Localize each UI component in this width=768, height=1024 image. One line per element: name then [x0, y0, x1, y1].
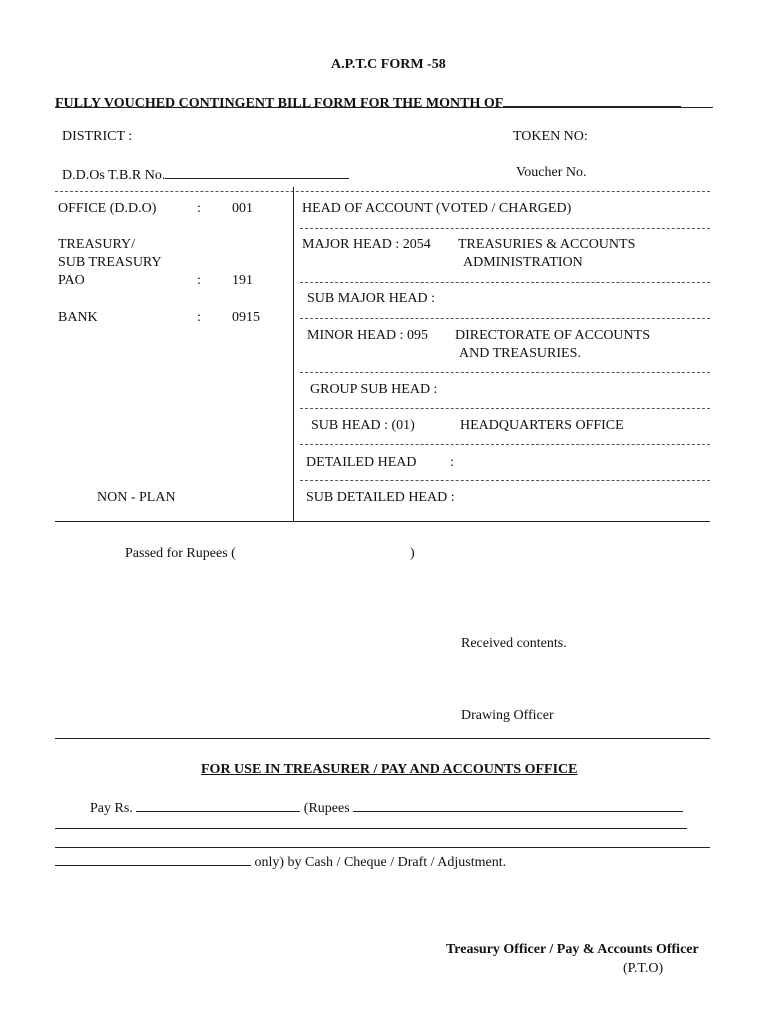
received-contents: Received contents. [461, 636, 567, 651]
pao-label: PAO [58, 273, 85, 288]
sub-head-value: HEADQUARTERS OFFICE [460, 418, 624, 433]
detailed-head: DETAILED HEAD [306, 455, 417, 470]
sub-detailed-head: SUB DETAILED HEAD : [306, 490, 455, 505]
form-title-text: FULLY VOUCHED CONTINGENT BILL FORM FOR THE MONTH OF [55, 96, 504, 111]
minor-head-line2: AND TREASURIES. [459, 346, 581, 361]
group-sub-head: GROUP SUB HEAD : [310, 382, 438, 397]
title-rule [55, 107, 713, 108]
form-title [55, 92, 681, 113]
column-divider [293, 187, 294, 522]
row-rule [300, 228, 710, 229]
head-of-account: HEAD OF ACCOUNT (VOTED / CHARGED) [302, 201, 572, 216]
detailed-head-colon: : [450, 455, 454, 470]
bank-label: BANK [58, 310, 98, 325]
tbr-field[interactable] [165, 164, 349, 179]
sub-treasury-label: SUB TREASURY [58, 255, 162, 270]
month-field[interactable] [503, 92, 681, 107]
major-head-label: MAJOR HEAD : 2054 [302, 237, 431, 252]
bank-colon: : [197, 310, 201, 325]
signatory-label: Treasury Officer / Pay & Accounts Officer [446, 942, 699, 957]
only-by-text: only) by Cash / Cheque / Draft / Adjustment. [254, 855, 507, 870]
row-rule [300, 282, 710, 283]
minor-head-label: MINOR HEAD : 095 [307, 328, 428, 343]
pto-label: (P.T.O) [623, 961, 664, 976]
tbr-row [62, 164, 349, 185]
drawing-officer: Drawing Officer [461, 708, 554, 723]
pao-value: 191 [232, 273, 253, 288]
office-label: OFFICE (D.D.O) [58, 201, 157, 216]
rupees-words-field[interactable] [55, 851, 251, 866]
section-rule [55, 738, 710, 739]
row-rule [300, 318, 710, 319]
bank-value: 0915 [232, 310, 260, 325]
box-top-rule [55, 191, 710, 192]
row-rule [300, 372, 710, 373]
passed-close-paren: ) [410, 546, 415, 561]
token-label: TOKEN NO: [513, 129, 588, 144]
passed-for-rupees-label: Passed for Rupees ( [125, 546, 236, 561]
row-rule [300, 444, 710, 445]
rupees-label: (Rupees [303, 801, 350, 816]
minor-head-line1: DIRECTORATE OF ACCOUNTS [455, 328, 650, 343]
only-by-row [55, 851, 506, 872]
sub-head-label: SUB HEAD : (01) [311, 418, 415, 433]
office-value: 001 [232, 201, 253, 216]
rupees-words-field[interactable] [353, 797, 683, 812]
treasury-label: TREASURY/ [58, 237, 136, 252]
major-head-line2: ADMINISTRATION [463, 255, 583, 270]
pay-row [90, 797, 683, 818]
plan-label: NON - PLAN [97, 490, 176, 505]
sub-major-head: SUB MAJOR HEAD : [307, 291, 435, 306]
pay-label: Pay Rs. [90, 801, 133, 816]
office-colon: : [197, 201, 201, 216]
row-rule [300, 480, 710, 481]
rupees-words-line[interactable] [55, 828, 687, 829]
voucher-label: Voucher No. [516, 165, 587, 180]
rupees-words-line[interactable] [55, 847, 710, 848]
form-number: A.P.T.C FORM -58 [331, 57, 446, 72]
tbr-label: D.D.Os T.B.R No. [62, 168, 166, 183]
district-label: DISTRICT : [62, 129, 133, 144]
box-bottom-rule [55, 521, 710, 522]
pao-colon: : [197, 273, 201, 288]
pay-amount-field[interactable] [136, 797, 300, 812]
treasury-section-title: FOR USE IN TREASURER / PAY AND ACCOUNTS OFFICE [201, 762, 578, 777]
major-head-line1: TREASURIES & ACCOUNTS [458, 237, 636, 252]
row-rule [300, 408, 710, 409]
